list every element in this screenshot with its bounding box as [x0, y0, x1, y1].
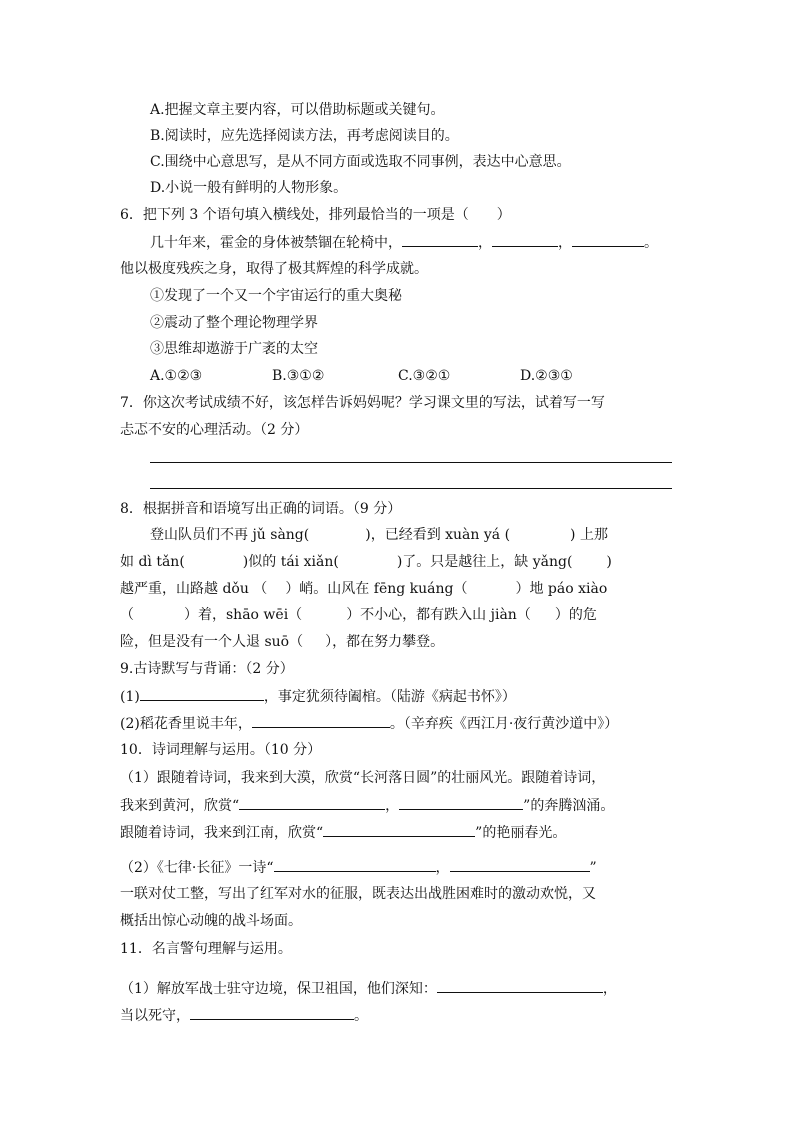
q8-line-3 — [120, 579, 607, 599]
q11-blank-2[interactable] — [190, 1005, 354, 1020]
q9-stem: 9.古诗默写与背诵：（2 分） — [120, 661, 294, 677]
q6-sentence-3: ③思维却遨游于广袤的太空 — [150, 341, 318, 357]
q8-stem: 8．根据拼音和语境写出正确的词语。（9 分） — [120, 501, 402, 517]
q10-blank-2[interactable] — [399, 795, 523, 810]
q11-line-2 — [120, 1005, 368, 1026]
q8-text: 登山队员们不再 jǔ sàng( — [150, 527, 310, 543]
q9-blank-1[interactable] — [140, 686, 264, 701]
q5-option-d: D.小说一般有鲜明的人物形象。 — [150, 180, 348, 196]
q10-p1-line1: （1）跟随着诗词，我来到大漠，欣赏“长河落日圆”的壮丽风光。跟随着诗词， — [120, 770, 606, 786]
q8-text: ) — [606, 554, 612, 570]
q10-blank-3[interactable] — [323, 822, 475, 837]
q8-text: )了。只是越往上，缺 yǎng( — [396, 554, 573, 570]
q6-comma-2: ， — [558, 235, 572, 251]
q6-choice-a: A.①②③ — [150, 368, 203, 384]
q8-text: 险，但是没有一个人退 suō（ — [120, 634, 304, 650]
q10-text: ”的奔腾汹涌。 — [523, 798, 615, 814]
q6-sentence-2: ②震动了整个理论物理学界 — [150, 315, 318, 331]
q10-text: ” — [589, 860, 597, 876]
q8-text: ）不小心，都有跌入山 jiàn（ — [346, 607, 531, 623]
q8-text: )，已经看到 xuàn yá ( — [365, 527, 511, 543]
q6-passage-start: 几十年来，霍金的身体被禁锢在轮椅中， — [150, 235, 402, 251]
q9-text: (2)稻花香里说丰年， — [120, 716, 252, 732]
q6-passage-line2: 他以极度残疾之身，取得了极其辉煌的科学成就。 — [120, 261, 428, 277]
q8-text: ) 上那 — [570, 527, 608, 543]
q8-text: )似的 tái xiǎn( — [242, 554, 339, 570]
q10-p1-line2 — [120, 795, 614, 816]
q8-text: 如 dì tǎn( — [120, 554, 185, 570]
q10-blank-4[interactable] — [274, 857, 436, 872]
q6-choice-d: D.②③① — [520, 368, 573, 384]
q11-blank-1[interactable] — [437, 978, 603, 993]
q6-blank-3[interactable] — [572, 232, 644, 247]
q6-passage-line1 — [150, 232, 658, 253]
q10-text: （2）《七律·长征》一诗“ — [120, 860, 274, 876]
q10-p2-line2: 一联对仗工整，写出了红军对水的征服，既表达出战胜困难时的激动欢悦，又 — [120, 886, 596, 902]
q11-text: ， — [602, 981, 617, 997]
q8-line-1 — [150, 525, 608, 545]
q8-text: （ — [120, 607, 134, 623]
q10-blank-1[interactable] — [239, 795, 385, 810]
q8-text: ）的危 — [554, 607, 597, 623]
q11-line-1 — [120, 978, 617, 999]
q5-option-a: A.把握文章主要内容，可以借助标题或关键句。 — [150, 102, 445, 118]
q8-line-5 — [120, 632, 444, 652]
q5-option-b: B.阅读时，应先选择阅读方法，再考虑阅读目的。 — [150, 128, 459, 144]
q7-stem-line2: 忐忑不安的心理活动。（2 分） — [120, 422, 309, 438]
q7-answer-line-2[interactable] — [150, 488, 672, 489]
q9-text: 。（辛弃疾《西江月·夜行黄沙道中》） — [389, 716, 619, 732]
q9-text: (1) — [120, 689, 140, 705]
q10-p2-line1 — [120, 857, 597, 878]
q10-p2-line3: 概括出惊心动魄的战斗场面。 — [120, 913, 302, 929]
q10-blank-5[interactable] — [450, 857, 590, 872]
q11-stem: 11．名言警句理解与运用。 — [120, 941, 292, 957]
q7-stem-line1: 7．你这次考试成绩不好，该怎样告诉妈妈呢？学习课文里的写法，试着写一写 — [120, 395, 605, 411]
q8-text: ）地 páo xiào — [515, 581, 608, 597]
q7-answer-line-1[interactable] — [150, 462, 672, 463]
q8-line-4 — [120, 605, 597, 625]
q11-text: 当以死守， — [120, 1008, 190, 1024]
q8-text: 越严重，山路越 dǒu （ — [120, 581, 268, 597]
q11-text: （1）解放军战士驻守边境，保卫祖国，他们深知： — [120, 981, 437, 997]
q6-stem: 6．把下列 3 个语句填入横线处，排列最恰当的一项是（ ） — [120, 207, 511, 223]
q8-text: ），都在努力攀登。 — [325, 634, 445, 650]
q9-blank-2[interactable] — [252, 713, 390, 728]
q6-blank-1[interactable] — [402, 232, 478, 247]
q10-text: 跟随着诗词，我来到江南，欣赏“ — [120, 825, 324, 841]
q10-text: ， — [435, 860, 450, 876]
q9-text: ，事定犹须待阖棺。（陆游《病起书怀》） — [263, 689, 516, 705]
q9-line-2 — [120, 713, 618, 734]
q6-blank-2[interactable] — [492, 232, 558, 247]
q6-sentence-1: ①发现了一个又一个宇宙运行的重大奥秘 — [150, 288, 402, 304]
q10-text: ”的艳丽春光。 — [475, 825, 567, 841]
q6-choice-b: B.③①② — [272, 368, 325, 384]
q9-line-1 — [120, 686, 516, 707]
q10-stem: 10．诗词理解与运用。（10 分） — [120, 742, 322, 758]
q10-p1-line3 — [120, 822, 566, 843]
q5-option-c: C.围绕中心意思写，是从不同方面或选取不同事例，表达中心意思。 — [150, 154, 571, 170]
q8-text: ）着，shāo wēi（ — [184, 607, 303, 623]
q6-comma-1: ， — [478, 235, 492, 251]
q10-text: 我来到黄河，欣赏“ — [120, 798, 240, 814]
q6-choice-c: C.③②① — [398, 368, 451, 384]
q6-period: 。 — [644, 235, 658, 251]
q10-text: ， — [385, 798, 400, 814]
q8-text: ）峭。山风在 fēng kuáng（ — [285, 581, 468, 597]
q8-line-2 — [120, 552, 612, 572]
q11-text: 。 — [354, 1008, 368, 1024]
